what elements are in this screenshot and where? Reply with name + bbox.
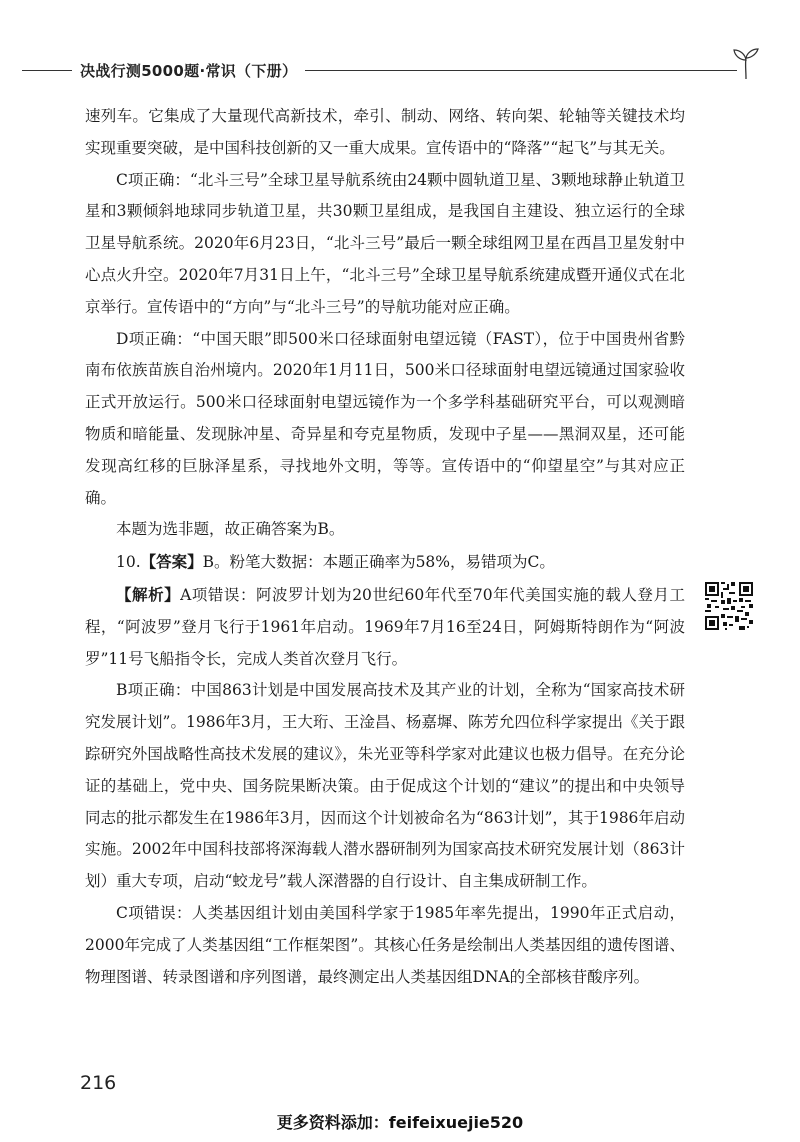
running-header (0, 58, 760, 86)
main-text (85, 101, 685, 993)
footer-note: 更多资料添加：feifeixuejie520 (276, 1113, 524, 1132)
qr-code (705, 582, 753, 630)
header-rule-left (22, 70, 72, 71)
page-number: 216 (80, 1072, 117, 1094)
analysis-tag: 【解析】 (116, 584, 181, 604)
question-number: 10. (116, 553, 141, 572)
paragraph-option-c: C项正确：“北斗三号”全球卫星导航系统由24颗中圆轨道卫星、3颗地球静止轨道卫星和3颗倾斜地球同步轨道卫星，共30颗卫星组成，是我国自主建设、独立运行的全球卫星导航系统。2020年6月23日，“北斗三号”最后一颗全球组网卫星在西昌卫星发射中心点火升空。2020年7月31日上午，“北斗三号”全球卫星导航系统建成暨开通仪式在北京举行。宣传语中的“方向”与“北斗三号”的导航功能对应正确。 (85, 170, 685, 316)
paragraph-option-b: B项正确：中国863计划是中国发展高技术及其产业的计划，全称为“国家高技术研究发展计划”。1986年3月，王大珩、王淦昌、杨嘉墀、陈芳允四位科学家提出《关于跟踪研究外国战略性高技术发展的建议》，朱光亚等科学家对此建议也极力倡导。在充分论证的基础上，党中央、国务院果断决策。由于促成这个计划的“建议”的提出和中央领导同志的批示都发生在1986年3月，因而这个计划被命名为“863计划”，其于1986年启动实施。2002年中国科技部将深海载人潜水器研制列为国家高技术研究发展计划（863计划）重大专项，启动“蛟龙号”载人深潜器的自行设计、自主集成研制工作。 (85, 681, 685, 891)
header-title: 决战行测5000题·常识（下册） (80, 62, 298, 80)
question-10-analysis (85, 579, 685, 675)
sprout-icon (730, 46, 762, 80)
answer-tag: 【答案】 (140, 552, 203, 572)
question-10-answer (85, 546, 685, 579)
header-rule-right (305, 70, 737, 71)
paragraph-option-d: D项正确：“中国天眼”即500米口径球面射电望远镜（FAST），位于中国贵州省黔南布依族苗族自治州境内。2020年1月11日，500米口径球面射电望远镜通过国家验收正式开放运行。500米口径球面射电望远镜作为一个多学科基础研究平台，可以观测暗物质和暗能量、发现脉冲星、奇异星和夸克星物质，发现中子星——黑洞双星，还可能发现高红移的巨脉泽星系，寻找地外文明，等等。宣传语中的“仰望星空”与其对应正确。 (85, 329, 685, 507)
paragraph-conclusion: 本题为选非题，故正确答案为B。 (116, 520, 345, 539)
paragraph-continued: 速列车。它集成了大量现代高新技术，牵引、制动、网络、转向架、轮轴等关键技术均实现重要突破，是中国科技创新的又一重大成果。宣传语中的“降落”“起飞”与其无关。 (85, 107, 685, 157)
paragraph-option-c2: C项错误：人类基因组计划由美国科学家于1985年率先提出，1990年正式启动，2000年完成了人类基因组“工作框架图”。其核心任务是绘制出人类基因组的遗传图谱、物理图谱、转录图谱和序列图谱，最终测定出人类基因组DNA的全部核苷酸序列。 (85, 903, 685, 986)
analysis-text: A项错误：阿波罗计划为20世纪60年代至70年代美国实施的载人登月工程，“阿波罗”登月飞行于1961年启动。1969年7月16至24日，阿姆斯特朗作为“阿波罗”11号飞船指令长，完成人类首次登月飞行。 (85, 585, 685, 668)
answer-text: B。粉笔大数据：本题正确率为58%，易错项为C。 (202, 553, 555, 572)
